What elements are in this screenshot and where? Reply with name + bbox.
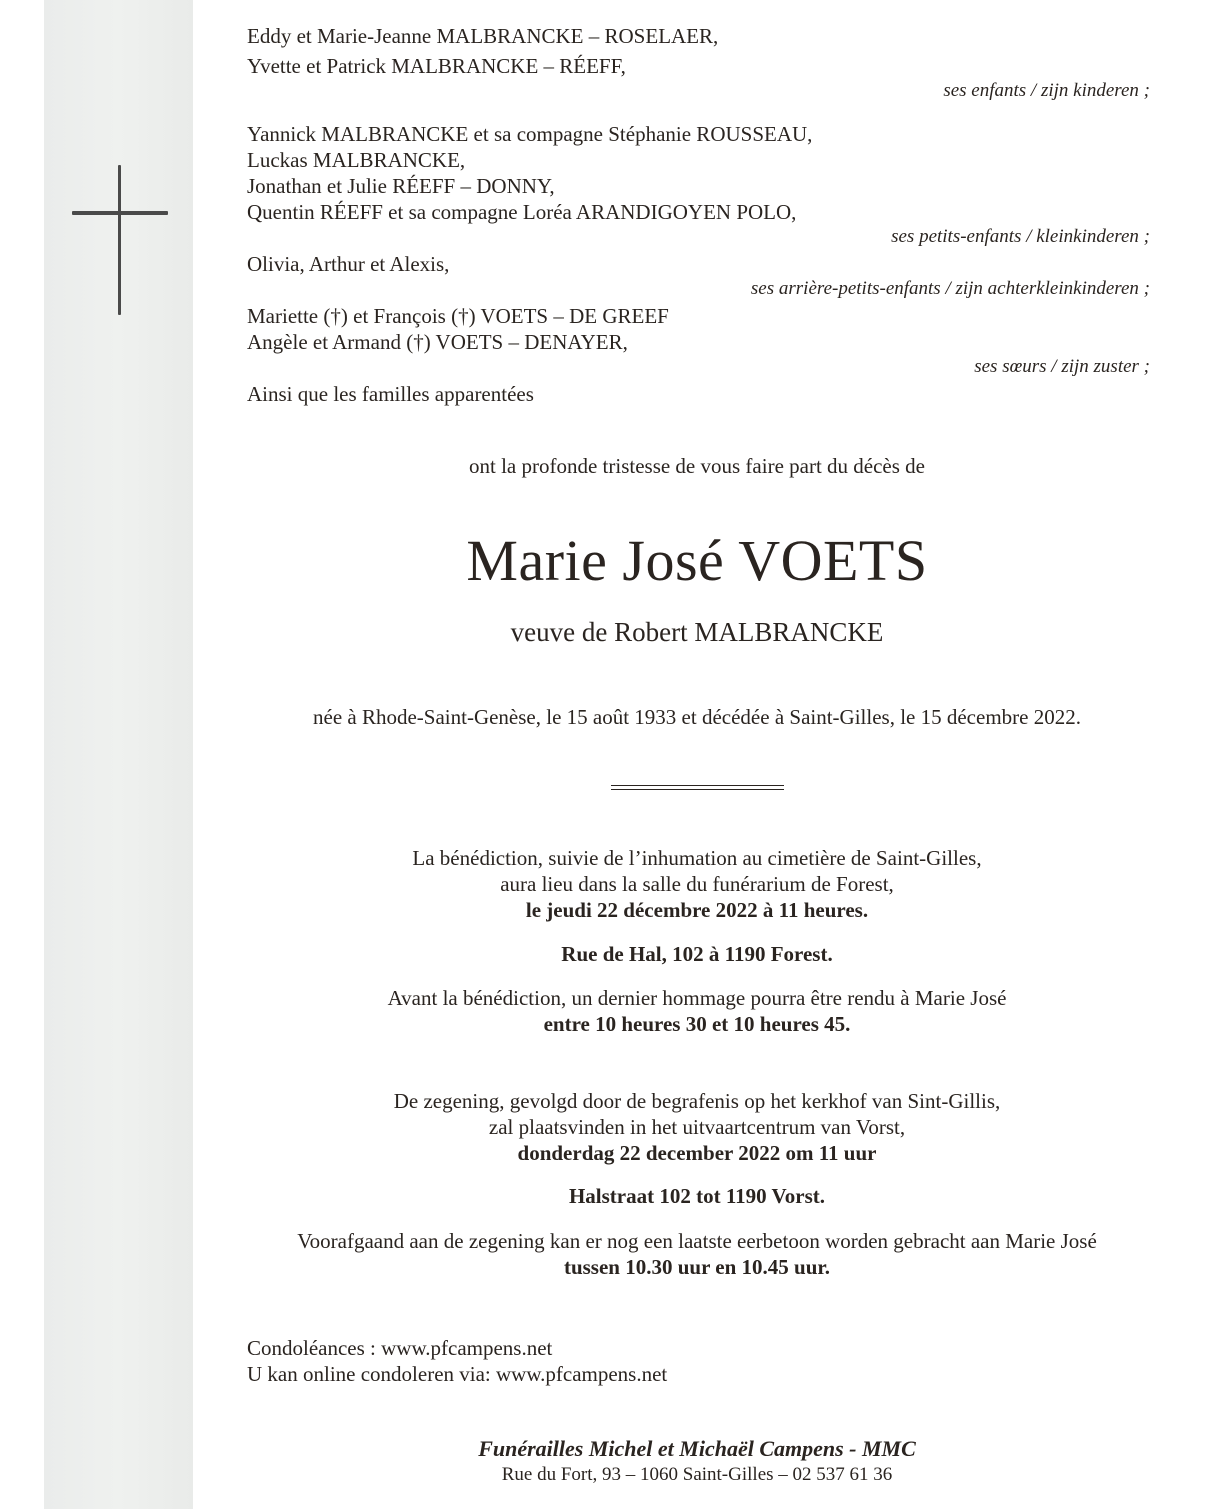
ceremony-nl-line1: De zegening, gevolgd door de begrafenis op het kerkhof van Sint-Gillis,	[393, 1089, 1001, 1113]
cross-icon	[72, 165, 168, 315]
funeral-home-address: Rue du Fort, 93 – 1060 Saint-Gilles – 02 537 61 36	[501, 1464, 893, 1485]
birth-death-details: née à Rhode-Saint-Genèse, le 15 août 1933 et décédée à Saint-Gilles, le 15 décembre 2022.	[313, 705, 1081, 729]
separator-line	[611, 789, 784, 790]
ceremony-nl-tribute-time: tussen 10.30 uur en 10.45 uur.	[563, 1255, 831, 1279]
family-line-grandchildren-2: Luckas MALBRANCKE,	[247, 148, 466, 172]
family-line-sisters-1: Mariette (†) et François (†) VOETS – DE GREEF	[247, 304, 669, 328]
condolences-fr: Condoléances : www.pfcampens.net	[247, 1336, 553, 1360]
relation-label-grandchildren: ses petits-enfants / kleinkinderen ;	[891, 226, 1150, 247]
funeral-home-name: Funérailles Michel et Michaël Campens - MMC	[478, 1436, 916, 1461]
ceremony-nl-address: Halstraat 102 tot 1190 Vorst.	[568, 1184, 826, 1208]
ceremony-nl-line2: zal plaatsvinden in het uitvaartcentrum van Vorst,	[488, 1115, 906, 1139]
separator-line	[611, 785, 784, 786]
deceased-name: Marie José VOETS	[466, 528, 928, 593]
relation-label-great-grandchildren: ses arrière-petits-enfants / zijn achterkleinkinderen ;	[750, 278, 1150, 299]
family-line-great-grandchildren: Olivia, Arthur et Alexis,	[247, 252, 450, 276]
announcement-intro: ont la profonde tristesse de vous faire part du décès de	[468, 454, 925, 478]
ceremony-nl-date: donderdag 22 december 2022 om 11 uur	[517, 1141, 877, 1165]
family-line-children-2: Yvette et Patrick MALBRANCKE – RÉEFF,	[247, 54, 626, 78]
family-line-relatives: Ainsi que les familles apparentées	[247, 382, 534, 406]
ceremony-fr-tribute-time: entre 10 heures 30 et 10 heures 45.	[543, 1012, 851, 1036]
family-line-grandchildren-4: Quentin RÉEFF et sa compagne Loréa ARANDIGOYEN POLO,	[247, 200, 797, 224]
family-line-children-1: Eddy et Marie-Jeanne MALBRANCKE – ROSELAER,	[247, 24, 719, 48]
family-line-grandchildren-1: Yannick MALBRANCKE et sa compagne Stéphanie ROUSSEAU,	[247, 122, 813, 146]
family-line-sisters-2: Angèle et Armand (†) VOETS – DENAYER,	[247, 330, 628, 354]
ceremony-nl-tribute: Voorafgaand aan de zegening kan er nog een laatste eerbetoon worden gebracht aan Marie José	[297, 1229, 1097, 1253]
ceremony-fr-address: Rue de Hal, 102 à 1190 Forest.	[561, 942, 833, 966]
condolences-nl: U kan online condoleren via: www.pfcampens.net	[247, 1362, 668, 1386]
ceremony-fr-line1: La bénédiction, suivie de l’inhumation au cimetière de Saint-Gilles,	[412, 846, 982, 870]
relation-label-sisters: ses sœurs / zijn zuster ;	[974, 356, 1150, 377]
ceremony-fr-tribute: Avant la bénédiction, un dernier hommage pourra être rendu à Marie José	[387, 986, 1007, 1010]
family-line-grandchildren-3: Jonathan et Julie RÉEFF – DONNY,	[247, 174, 555, 198]
relation-label-children: ses enfants / zijn kinderen ;	[943, 80, 1150, 101]
ceremony-fr-line2: aura lieu dans la salle du funérarium de Forest,	[500, 872, 894, 896]
ceremony-fr-date: le jeudi 22 décembre 2022 à 11 heures.	[525, 898, 869, 922]
widow-of: veuve de Robert MALBRANCKE	[510, 617, 884, 647]
